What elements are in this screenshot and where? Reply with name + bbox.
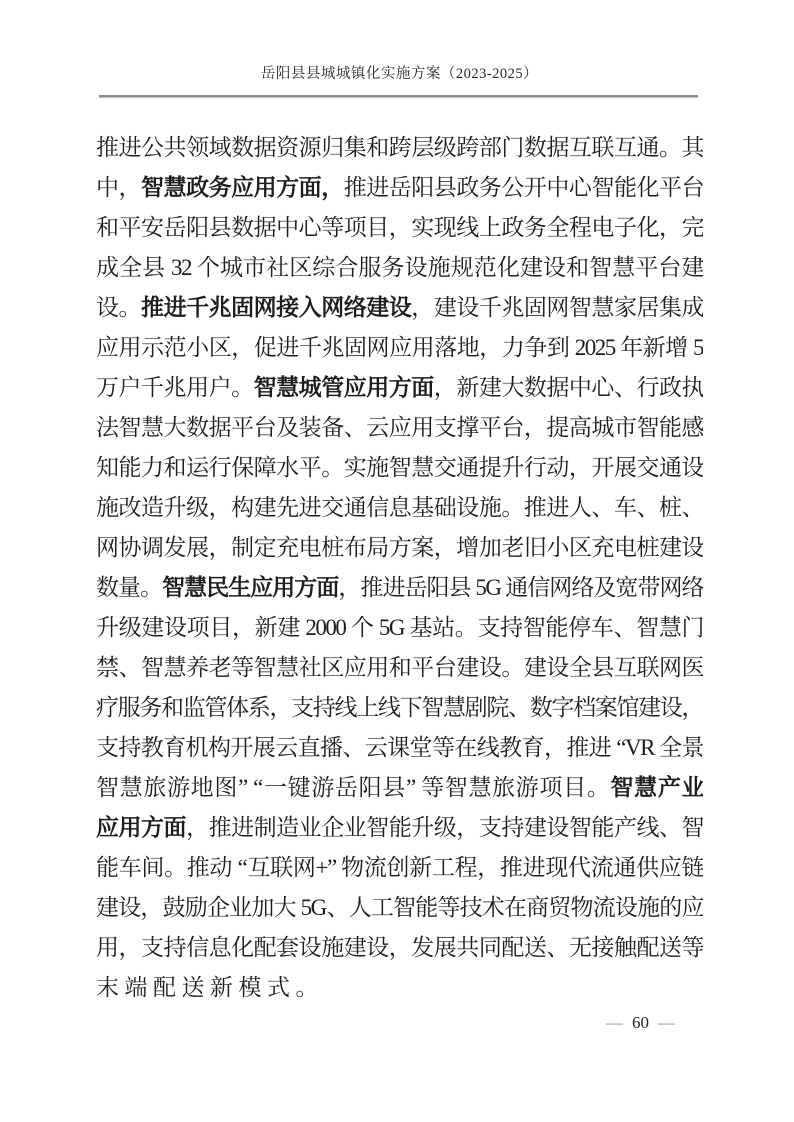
header-title: 岳阳县县城城镇化实施方案（2023-2025） [260, 66, 539, 82]
paragraph-line [96, 648, 703, 688]
paragraph-line [96, 928, 703, 968]
paragraph-line [96, 328, 703, 368]
paragraph-line [96, 488, 703, 528]
body-text: 末端配送新模式。 [96, 975, 324, 1000]
body-text: 升级建设项目，新建 2000 个 5G 基站。支持智能停车、智慧门 [96, 615, 703, 640]
body-text: ，推进制造业企业智能升级，支持建设智能产线、智 [186, 815, 703, 840]
body-text: 中， [96, 175, 142, 200]
body-paragraph [96, 128, 703, 1008]
body-text: ，推进岳阳县 5G 通信网络及宽带网络 [338, 575, 703, 600]
page-footer [606, 1011, 675, 1035]
body-text: 能车间。推动 “互联网+” 物流创新工程，推进现代流通供应链 [96, 855, 703, 880]
paragraph-line [96, 368, 703, 408]
header-rule [99, 95, 698, 98]
paragraph-line [96, 128, 703, 168]
body-text: 知能力和运行保障水平。实施智慧交通提升行动，开展交通设 [96, 455, 703, 480]
paragraph-line [96, 888, 703, 928]
body-text: 支持教育机构开展云直播、云课堂等在线教育，推进 “VR 全景 [96, 735, 703, 760]
paragraph-line [96, 728, 703, 768]
body-text: 推进岳阳县政务公开中心智能化平台 [343, 175, 703, 200]
paragraph-line [96, 568, 703, 608]
body-text: 建设，鼓励企业加大 5G、人工智能等技术在商贸物流设施的应 [96, 895, 703, 920]
body-text: 应用示范小区，促进千兆固网应用落地，力争到 2025 年新增 5 [96, 335, 703, 360]
bold-heading-text: 智慧产业 [610, 775, 703, 800]
footer-dash-left: — [606, 1013, 623, 1032]
paragraph-line [96, 848, 703, 888]
body-text: 和平安岳阳县数据中心等项目，实现线上政务全程电子化，完 [96, 215, 703, 240]
body-text: 用，支持信息化配套设施建设，发展共同配送、无接触配送等 [96, 935, 703, 960]
bold-heading-text: 推进千兆固网接入网络建设 [141, 295, 412, 320]
bold-heading-text: 智慧城管应用方面 [253, 375, 434, 400]
paragraph-line [96, 808, 703, 848]
body-text: 禁、智慧养老等智慧社区应用和平台建设。建设全县互联网医 [96, 655, 703, 680]
paragraph-line [96, 768, 703, 808]
bold-heading-text: 智慧政务应用方面， [141, 175, 344, 200]
paragraph-line [96, 248, 703, 288]
bold-heading-text: 应用方面 [96, 815, 187, 840]
page-number: 60 [632, 1013, 649, 1032]
paragraph-line [96, 608, 703, 648]
paragraph-line [96, 208, 703, 248]
paragraph-line [96, 968, 703, 1008]
body-text: 疗服务和监管体系，支持线上线下智慧剧院、数字档案馆建设， [96, 695, 703, 720]
body-text: 成全县 32 个城市社区综合服务设施规范化建设和智慧平台建 [96, 255, 703, 280]
paragraph-line [96, 528, 703, 568]
body-text: ，建设千兆固网智慧家居集成 [411, 295, 703, 320]
paragraph-line [96, 288, 703, 328]
body-text: 智慧旅游地图” “一键游岳阳县” 等智慧旅游项目。 [96, 775, 611, 800]
body-text: 推进公共领域数据资源归集和跨层级跨部门数据互联互通。其 [96, 135, 703, 160]
body-text: 网协调发展，制定充电桩布局方案，增加老旧小区充电桩建设 [96, 535, 703, 560]
body-text: ，新建大数据中心、行政执 [433, 375, 703, 400]
body-text: 法智慧大数据平台及装备、云应用支撑平台，提高城市智能感 [96, 415, 703, 440]
bold-heading-text: 智慧民生应用方面 [162, 575, 339, 600]
body-text: 数量。 [96, 575, 163, 600]
body-text: 万户千兆用户。 [96, 375, 254, 400]
paragraph-line [96, 688, 703, 728]
paragraph-line [96, 448, 703, 488]
paragraph-line [96, 408, 703, 448]
paragraph-line [96, 168, 703, 208]
body-text: 设。 [96, 295, 142, 320]
footer-dash-right: — [658, 1013, 675, 1032]
body-text: 施改造升级，构建先进交通信息基础设施。推进人、车、桩、 [96, 495, 703, 520]
